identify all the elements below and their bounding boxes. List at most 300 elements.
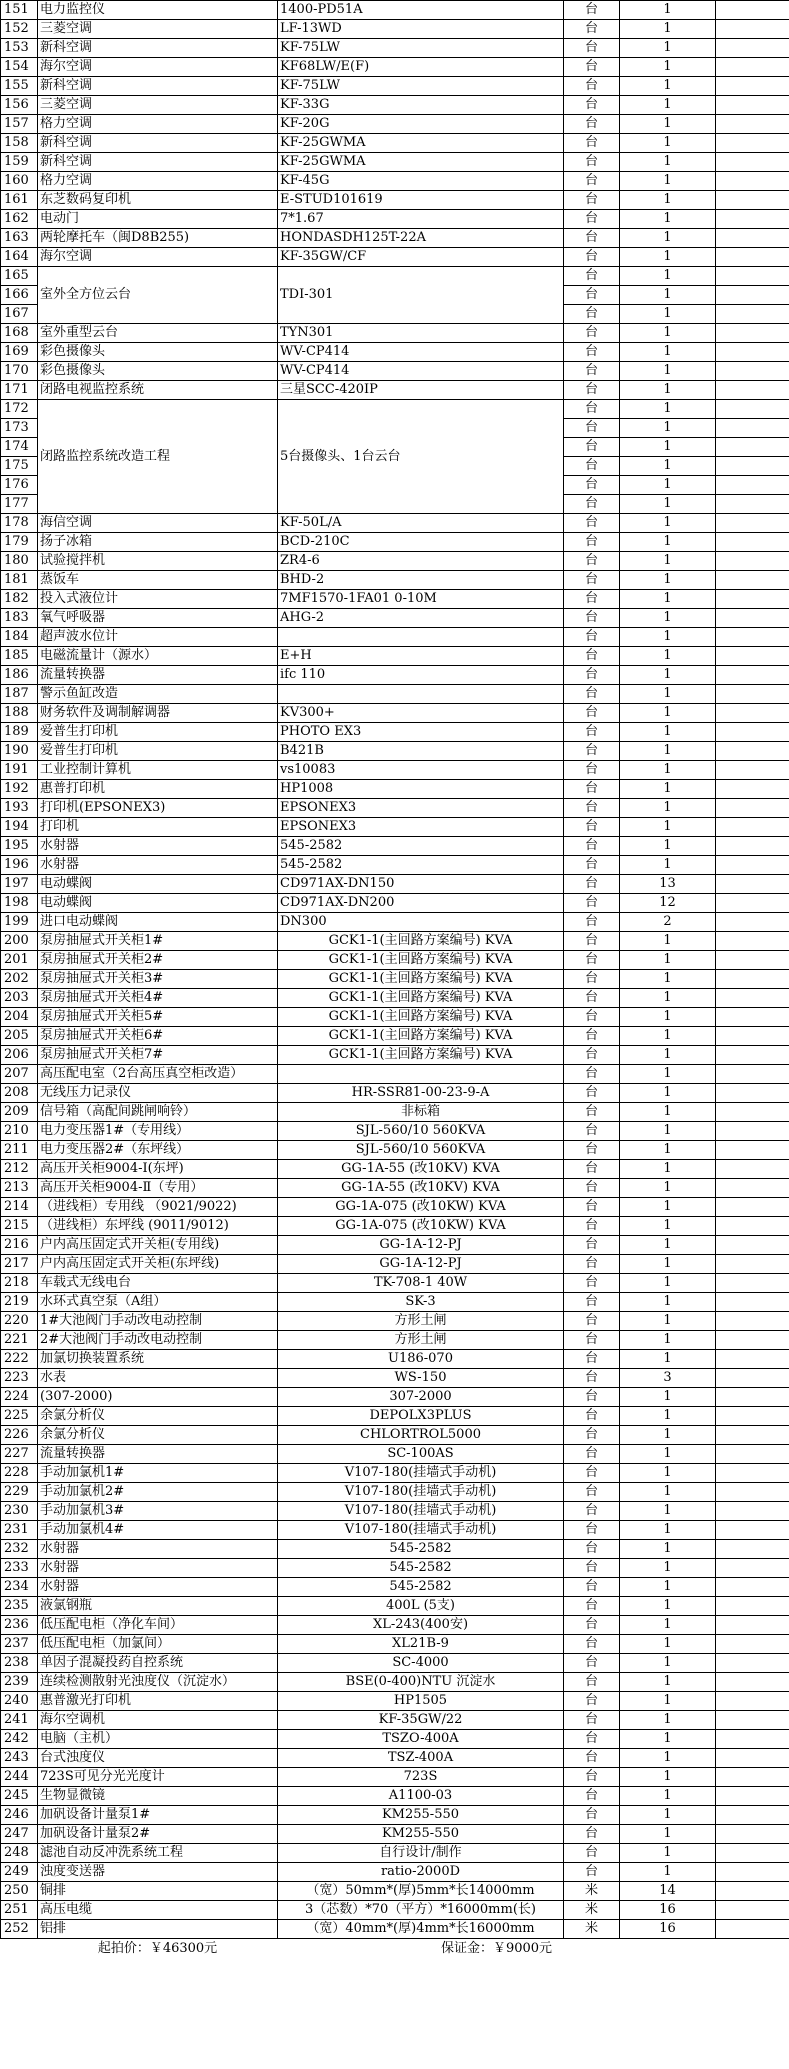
- table-row: [1, 115, 789, 134]
- item-model: 400L (5支): [278, 1597, 564, 1616]
- item-model: DN300: [278, 913, 564, 932]
- item-name: 海尔空调机: [38, 1711, 278, 1730]
- item-name: 手动加氯机2#: [38, 1483, 278, 1502]
- item-name: 新科空调: [38, 153, 278, 172]
- row-number: 184: [1, 628, 38, 647]
- item-quantity: 1: [620, 799, 716, 818]
- blank-cell: [716, 1369, 789, 1388]
- table-row: [1, 1559, 789, 1578]
- item-model: 545-2582: [278, 1578, 564, 1597]
- row-number: 174: [1, 438, 38, 457]
- table-row: [1, 1084, 789, 1103]
- item-name: （进线柜）东坪线 (9011/9012): [38, 1217, 278, 1236]
- item-quantity: 1: [620, 134, 716, 153]
- table-row: [1, 1616, 789, 1635]
- row-number: 245: [1, 1787, 38, 1806]
- item-quantity: 1: [620, 818, 716, 837]
- item-name: 2#大池阀门手动改电动控制: [38, 1331, 278, 1350]
- table-row: [1, 1749, 789, 1768]
- blank-cell: [716, 248, 789, 267]
- item-quantity: 1: [620, 1, 716, 20]
- blank-cell: [716, 590, 789, 609]
- item-unit: 台: [564, 1597, 620, 1616]
- table-row: [1, 1274, 789, 1293]
- item-model: BHD-2: [278, 571, 564, 590]
- table-row: [1, 818, 789, 837]
- item-model: BCD-210C: [278, 533, 564, 552]
- item-name: 水环式真空泵（A组）: [38, 1293, 278, 1312]
- blank-cell: [716, 20, 789, 39]
- item-quantity: 1: [620, 1597, 716, 1616]
- item-quantity: 1: [620, 723, 716, 742]
- table-row: [1, 571, 789, 590]
- item-unit: 台: [564, 1863, 620, 1882]
- row-number: 161: [1, 191, 38, 210]
- item-quantity: 1: [620, 533, 716, 552]
- table-row: [1, 932, 789, 951]
- row-number: 177: [1, 495, 38, 514]
- item-unit: 台: [564, 1578, 620, 1597]
- table-row: [1, 1426, 789, 1445]
- item-quantity: 2: [620, 913, 716, 932]
- row-number: 234: [1, 1578, 38, 1597]
- table-row: [1, 1844, 789, 1863]
- blank-cell: [716, 400, 789, 419]
- row-number: 222: [1, 1350, 38, 1369]
- table-row: [1, 1179, 789, 1198]
- table-row: [1, 742, 789, 761]
- row-number: 200: [1, 932, 38, 951]
- table-row: [1, 685, 789, 704]
- item-name: 车载式无线电台: [38, 1274, 278, 1293]
- blank-cell: [716, 153, 789, 172]
- blank-cell: [716, 875, 789, 894]
- item-model: （宽）50mm*(厚)5mm*长14000mm: [278, 1882, 564, 1901]
- blank-cell: [716, 1559, 789, 1578]
- item-model: 三星SCC-420IP: [278, 381, 564, 400]
- item-unit: 台: [564, 1825, 620, 1844]
- item-model: E+H: [278, 647, 564, 666]
- blank-cell: [716, 913, 789, 932]
- row-number: 189: [1, 723, 38, 742]
- row-number: 233: [1, 1559, 38, 1578]
- item-name: 高压电缆: [38, 1901, 278, 1920]
- table-row: [1, 1445, 789, 1464]
- blank-cell: [716, 571, 789, 590]
- blank-cell: [716, 1103, 789, 1122]
- blank-cell: [716, 1027, 789, 1046]
- item-quantity: 1: [620, 267, 716, 286]
- item-model: KF-35GW/CF: [278, 248, 564, 267]
- item-quantity: 1: [620, 153, 716, 172]
- item-unit: 台: [564, 1369, 620, 1388]
- item-unit: 台: [564, 1635, 620, 1654]
- item-unit: 台: [564, 761, 620, 780]
- row-number: 163: [1, 229, 38, 248]
- item-quantity: 1: [620, 1654, 716, 1673]
- item-quantity: 1: [620, 476, 716, 495]
- row-number: 213: [1, 1179, 38, 1198]
- table-row: [1, 1901, 789, 1920]
- item-model: 7MF1570-1FA01 0-10M: [278, 590, 564, 609]
- blank-cell: [716, 191, 789, 210]
- item-name: 单因子混凝投药自控系统: [38, 1654, 278, 1673]
- table-row: [1, 267, 789, 286]
- table-row: [1, 723, 789, 742]
- item-unit: 台: [564, 1236, 620, 1255]
- blank-cell: [716, 1464, 789, 1483]
- item-model: V107-180(挂墙式手动机): [278, 1502, 564, 1521]
- item-quantity: 1: [620, 286, 716, 305]
- table-row: [1, 1388, 789, 1407]
- item-quantity: 1: [620, 590, 716, 609]
- table-row: [1, 1141, 789, 1160]
- table-row: [1, 1806, 789, 1825]
- item-model: E-STUD101619: [278, 191, 564, 210]
- item-unit: 台: [564, 1407, 620, 1426]
- item-model: 545-2582: [278, 1559, 564, 1578]
- item-quantity: 1: [620, 1350, 716, 1369]
- item-name: 液氯钢瓶: [38, 1597, 278, 1616]
- item-quantity: 1: [620, 362, 716, 381]
- item-quantity: 1: [620, 1863, 716, 1882]
- item-model: [278, 1065, 564, 1084]
- item-model: 3（芯数）*70（平方）*16000mm(长): [278, 1901, 564, 1920]
- table-row: [1, 894, 789, 913]
- item-quantity: 16: [620, 1920, 716, 1939]
- blank-cell: [716, 1274, 789, 1293]
- item-name: 电脑（主机）: [38, 1730, 278, 1749]
- item-name: 电力监控仪: [38, 1, 278, 20]
- item-model: GCK1-1(主回路方案编号) KVA: [278, 951, 564, 970]
- item-quantity: 1: [620, 77, 716, 96]
- blank-cell: [716, 1597, 789, 1616]
- item-model: V107-180(挂墙式手动机): [278, 1464, 564, 1483]
- item-name: 水射器: [38, 1540, 278, 1559]
- table-row: [1, 381, 789, 400]
- item-quantity: 1: [620, 248, 716, 267]
- item-model: KF-20G: [278, 115, 564, 134]
- item-unit: 台: [564, 1749, 620, 1768]
- table-row: [1, 248, 789, 267]
- item-model: KF-33G: [278, 96, 564, 115]
- item-unit: 台: [564, 210, 620, 229]
- blank-cell: [716, 476, 789, 495]
- item-model: GCK1-1(主回路方案编号) KVA: [278, 1008, 564, 1027]
- blank-cell: [716, 1122, 789, 1141]
- item-model: U186-070: [278, 1350, 564, 1369]
- item-name: 加矾设备计量泵1#: [38, 1806, 278, 1825]
- row-number: 159: [1, 153, 38, 172]
- item-model: [278, 685, 564, 704]
- item-model: TDI-301: [278, 267, 564, 324]
- item-name: 室外全方位云台: [38, 267, 278, 324]
- item-unit: 台: [564, 666, 620, 685]
- row-number: 220: [1, 1312, 38, 1331]
- table-row: [1, 1711, 789, 1730]
- item-model: 545-2582: [278, 1540, 564, 1559]
- item-model: SJL-560/10 560KVA: [278, 1122, 564, 1141]
- table-row: [1, 96, 789, 115]
- row-number: 197: [1, 875, 38, 894]
- row-number: 223: [1, 1369, 38, 1388]
- item-name: 电磁流量计（源水）: [38, 647, 278, 666]
- item-unit: 台: [564, 533, 620, 552]
- row-number: 241: [1, 1711, 38, 1730]
- item-model: SC-4000: [278, 1654, 564, 1673]
- item-unit: 台: [564, 1198, 620, 1217]
- blank-cell: [716, 229, 789, 248]
- item-model: 5台摄像头、1台云台: [278, 400, 564, 514]
- item-unit: 台: [564, 1293, 620, 1312]
- item-model: TSZO-400A: [278, 1730, 564, 1749]
- blank-cell: [716, 39, 789, 58]
- item-unit: 台: [564, 1502, 620, 1521]
- item-quantity: 1: [620, 1426, 716, 1445]
- table-row: [1, 970, 789, 989]
- item-name: 海信空调: [38, 514, 278, 533]
- table-row: [1, 134, 789, 153]
- item-name: 水射器: [38, 1559, 278, 1578]
- row-number: 151: [1, 1, 38, 20]
- table-row: [1, 1654, 789, 1673]
- item-unit: 台: [564, 514, 620, 533]
- table-row: [1, 1198, 789, 1217]
- row-number: 192: [1, 780, 38, 799]
- item-model: GCK1-1(主回路方案编号) KVA: [278, 1046, 564, 1065]
- item-quantity: 1: [620, 1312, 716, 1331]
- item-quantity: 1: [620, 932, 716, 951]
- item-model: PHOTO EX3: [278, 723, 564, 742]
- item-name: 闭路监控系统改造工程: [38, 400, 278, 514]
- item-quantity: 1: [620, 1255, 716, 1274]
- item-quantity: 1: [620, 20, 716, 39]
- item-name: 高压开关柜9004-I(东坪): [38, 1160, 278, 1179]
- blank-cell: [716, 419, 789, 438]
- row-number: 218: [1, 1274, 38, 1293]
- row-number: 182: [1, 590, 38, 609]
- row-number: 246: [1, 1806, 38, 1825]
- item-quantity: 1: [620, 96, 716, 115]
- item-name: 1#大池阀门手动改电动控制: [38, 1312, 278, 1331]
- table-row: [1, 324, 789, 343]
- item-name: 三菱空调: [38, 20, 278, 39]
- item-model: 545-2582: [278, 856, 564, 875]
- table-row: [1, 609, 789, 628]
- item-unit: 米: [564, 1920, 620, 1939]
- row-number: 154: [1, 58, 38, 77]
- blank-cell: [716, 172, 789, 191]
- item-quantity: 1: [620, 1616, 716, 1635]
- item-unit: 台: [564, 818, 620, 837]
- item-quantity: 1: [620, 1787, 716, 1806]
- item-quantity: 1: [620, 628, 716, 647]
- item-model: HP1505: [278, 1692, 564, 1711]
- item-model: GG-1A-12-PJ: [278, 1255, 564, 1274]
- blank-cell: [716, 989, 789, 1008]
- table-row: [1, 837, 789, 856]
- table-row: [1, 1578, 789, 1597]
- item-unit: 台: [564, 1274, 620, 1293]
- blank-cell: [716, 438, 789, 457]
- row-number: 194: [1, 818, 38, 837]
- row-number: 152: [1, 20, 38, 39]
- item-quantity: 1: [620, 172, 716, 191]
- table-row: [1, 780, 789, 799]
- item-name: 爱普生打印机: [38, 723, 278, 742]
- table-row: [1, 1597, 789, 1616]
- item-model: GG-1A-075 (改10KW) KVA: [278, 1198, 564, 1217]
- table-row: [1, 1825, 789, 1844]
- blank-cell: [716, 1882, 789, 1901]
- item-unit: 台: [564, 495, 620, 514]
- row-number: 226: [1, 1426, 38, 1445]
- item-unit: 台: [564, 723, 620, 742]
- item-name: 电动门: [38, 210, 278, 229]
- item-quantity: 1: [620, 305, 716, 324]
- item-model: SK-3: [278, 1293, 564, 1312]
- item-unit: 台: [564, 96, 620, 115]
- row-number: 180: [1, 552, 38, 571]
- row-number: 219: [1, 1293, 38, 1312]
- item-name: (307-2000): [38, 1388, 278, 1407]
- item-unit: 台: [564, 628, 620, 647]
- item-quantity: 1: [620, 1236, 716, 1255]
- table-row: [1, 666, 789, 685]
- item-name: 新科空调: [38, 77, 278, 96]
- row-number: 166: [1, 286, 38, 305]
- item-unit: 台: [564, 39, 620, 58]
- item-quantity: 1: [620, 1065, 716, 1084]
- row-number: 217: [1, 1255, 38, 1274]
- item-unit: 台: [564, 1806, 620, 1825]
- blank-cell: [716, 1730, 789, 1749]
- item-name: 惠普激光打印机: [38, 1692, 278, 1711]
- item-name: 蒸饭车: [38, 571, 278, 590]
- row-number: 191: [1, 761, 38, 780]
- item-name: 新科空调: [38, 134, 278, 153]
- item-name: 进口电动蝶阀: [38, 913, 278, 932]
- blank-cell: [716, 628, 789, 647]
- table-row: [1, 1369, 789, 1388]
- item-quantity: 1: [620, 495, 716, 514]
- blank-cell: [716, 1407, 789, 1426]
- item-model: KF-50L/A: [278, 514, 564, 533]
- item-unit: 台: [564, 1065, 620, 1084]
- item-unit: 台: [564, 1, 620, 20]
- item-model: 方形土闸: [278, 1312, 564, 1331]
- item-name: 惠普打印机: [38, 780, 278, 799]
- item-quantity: 1: [620, 856, 716, 875]
- row-number: 214: [1, 1198, 38, 1217]
- table-row: [1, 875, 789, 894]
- item-model: LF-13WD: [278, 20, 564, 39]
- item-quantity: 1: [620, 552, 716, 571]
- item-model: KF-45G: [278, 172, 564, 191]
- item-model: GCK1-1(主回路方案编号) KVA: [278, 970, 564, 989]
- item-model: EPSONEX3: [278, 818, 564, 837]
- item-name: 电力变压器1#（专用线）: [38, 1122, 278, 1141]
- table-row: [1, 1730, 789, 1749]
- start-price: 起拍价：￥46300元: [97, 1941, 218, 1956]
- item-name: 格力空调: [38, 115, 278, 134]
- row-number: 237: [1, 1635, 38, 1654]
- item-name: 余氯分析仪: [38, 1407, 278, 1426]
- item-model: TSZ-400A: [278, 1749, 564, 1768]
- item-unit: 台: [564, 343, 620, 362]
- item-quantity: 1: [620, 400, 716, 419]
- table-row: [1, 1882, 789, 1901]
- blank-cell: [716, 1844, 789, 1863]
- item-unit: 台: [564, 1312, 620, 1331]
- item-model: B421B: [278, 742, 564, 761]
- item-unit: 台: [564, 1008, 620, 1027]
- row-number: 229: [1, 1483, 38, 1502]
- item-unit: 台: [564, 552, 620, 571]
- item-model: DEPOLX3PLUS: [278, 1407, 564, 1426]
- item-unit: 台: [564, 1844, 620, 1863]
- row-number: 209: [1, 1103, 38, 1122]
- item-unit: 台: [564, 134, 620, 153]
- item-name: 水射器: [38, 1578, 278, 1597]
- item-quantity: 1: [620, 457, 716, 476]
- item-model: KF-25GWMA: [278, 134, 564, 153]
- item-name: 泵房抽屉式开关柜1#: [38, 932, 278, 951]
- item-quantity: 1: [620, 1730, 716, 1749]
- table-row: [1, 39, 789, 58]
- item-quantity: 1: [620, 837, 716, 856]
- blank-cell: [716, 1388, 789, 1407]
- item-unit: 台: [564, 305, 620, 324]
- item-unit: 台: [564, 1540, 620, 1559]
- item-unit: 台: [564, 77, 620, 96]
- item-model: GG-1A-12-PJ: [278, 1236, 564, 1255]
- item-name: 泵房抽屉式开关柜3#: [38, 970, 278, 989]
- row-number: 216: [1, 1236, 38, 1255]
- item-name: 无线压力记录仪: [38, 1084, 278, 1103]
- blank-cell: [716, 1160, 789, 1179]
- row-number: 215: [1, 1217, 38, 1236]
- blank-cell: [716, 1920, 789, 1939]
- item-name: 加氯切换装置系统: [38, 1350, 278, 1369]
- item-unit: 台: [564, 590, 620, 609]
- item-quantity: 1: [620, 685, 716, 704]
- item-quantity: 1: [620, 1635, 716, 1654]
- item-quantity: 1: [620, 1445, 716, 1464]
- item-model: 非标箱: [278, 1103, 564, 1122]
- blank-cell: [716, 1825, 789, 1844]
- item-unit: 台: [564, 58, 620, 77]
- row-number: 172: [1, 400, 38, 419]
- item-name: 爱普生打印机: [38, 742, 278, 761]
- item-model: 自行设计/制作: [278, 1844, 564, 1863]
- blank-cell: [716, 1350, 789, 1369]
- blank-cell: [716, 267, 789, 286]
- blank-cell: [716, 58, 789, 77]
- item-name: 低压配电柜（加氯间）: [38, 1635, 278, 1654]
- item-quantity: 1: [620, 1692, 716, 1711]
- item-name: 扬子冰箱: [38, 533, 278, 552]
- table-row: [1, 799, 789, 818]
- item-name: 试验搅拌机: [38, 552, 278, 571]
- blank-cell: [716, 1179, 789, 1198]
- blank-cell: [716, 1445, 789, 1464]
- table-row: [1, 704, 789, 723]
- item-name: 警示鱼缸改造: [38, 685, 278, 704]
- item-model: GCK1-1(主回路方案编号) KVA: [278, 932, 564, 951]
- row-number: 157: [1, 115, 38, 134]
- item-model: KM255-550: [278, 1825, 564, 1844]
